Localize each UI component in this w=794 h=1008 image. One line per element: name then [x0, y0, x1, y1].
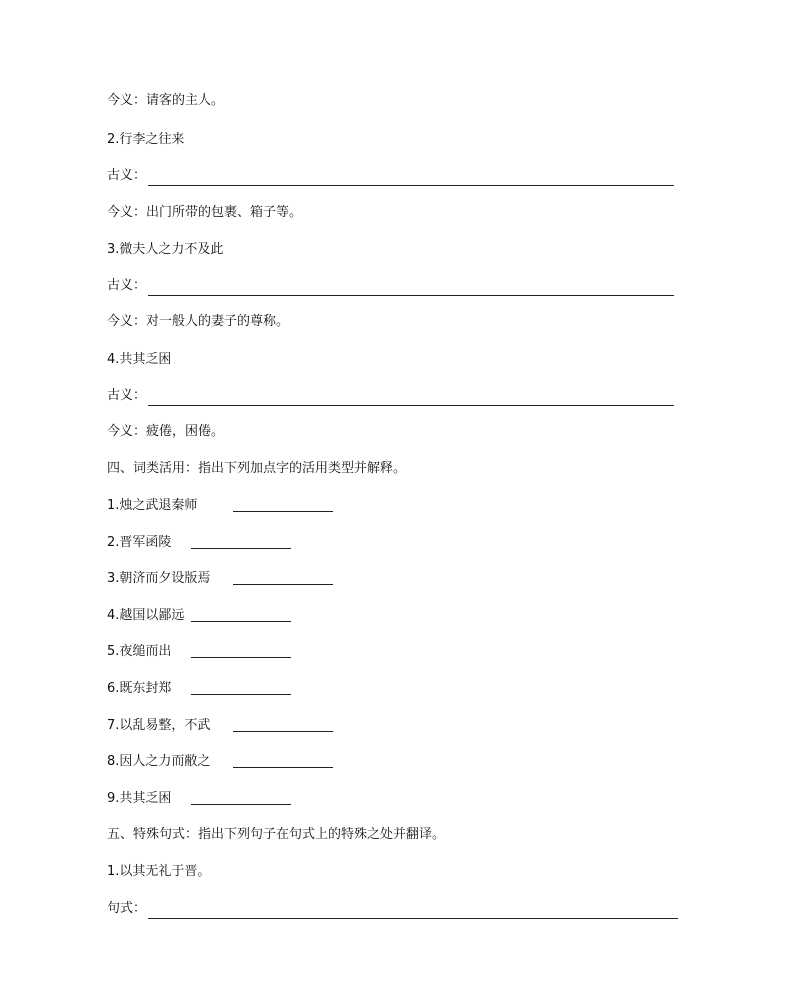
ju-shi-label: 句式： [107, 901, 147, 916]
gu-yi-row-2 [107, 166, 674, 186]
gu-yi-label: 古义： [107, 278, 147, 293]
gu-yi-row-4 [107, 386, 674, 406]
answer-blank[interactable] [148, 171, 674, 186]
gu-yi-label: 古义： [107, 168, 147, 183]
word-item-5: 5.夜缒而出 [107, 644, 172, 659]
answer-blank[interactable] [148, 281, 674, 296]
question-2: 2.行李之往来 [107, 132, 185, 147]
word-item-2: 2.晋军函陵 [107, 535, 172, 550]
jin-yi-4: 今义：疲倦，困倦。 [107, 424, 225, 439]
section-4-heading: 四、词类活用：指出下列加点字的活用类型并解释。 [107, 461, 407, 476]
question-3: 3.微夫人之力不及此 [107, 242, 224, 257]
ju-shi-row-1 [107, 899, 678, 919]
jin-yi-3: 今义：对一般人的妻子的尊称。 [107, 314, 290, 329]
word-item-8: 8.因人之力而敝之 [107, 754, 211, 769]
answer-blank[interactable] [191, 804, 291, 805]
question-4: 4.共其乏困 [107, 352, 172, 367]
word-item-7: 7.以乱易整，不武 [107, 718, 211, 733]
answer-blank[interactable] [148, 904, 678, 919]
word-item-9: 9.共其乏困 [107, 791, 172, 806]
answer-blank[interactable] [233, 584, 333, 585]
answer-blank[interactable] [233, 731, 333, 732]
jin-yi-2: 今义：出门所带的包裹、箱子等。 [107, 205, 303, 220]
jin-yi-1: 今义：请客的主人。 [107, 93, 225, 108]
answer-blank[interactable] [191, 657, 291, 658]
answer-blank[interactable] [233, 767, 333, 768]
gu-yi-row-3 [107, 276, 674, 296]
word-item-6: 6.既东封郑 [107, 681, 172, 696]
section-5-heading: 五、特殊句式：指出下列句子在句式上的特殊之处并翻译。 [107, 827, 446, 842]
answer-blank[interactable] [191, 548, 291, 549]
answer-blank[interactable] [191, 621, 291, 622]
answer-blank[interactable] [233, 511, 333, 512]
sentence-item-1: 1.以其无礼于晋。 [107, 864, 211, 879]
word-item-3: 3.朝济而夕设版焉 [107, 571, 211, 586]
answer-blank[interactable] [148, 391, 674, 406]
gu-yi-label: 古义： [107, 388, 147, 403]
word-item-4: 4.越国以鄙远 [107, 608, 185, 623]
answer-blank[interactable] [191, 694, 291, 695]
word-item-1: 1.烛之武退秦师 [107, 498, 198, 513]
